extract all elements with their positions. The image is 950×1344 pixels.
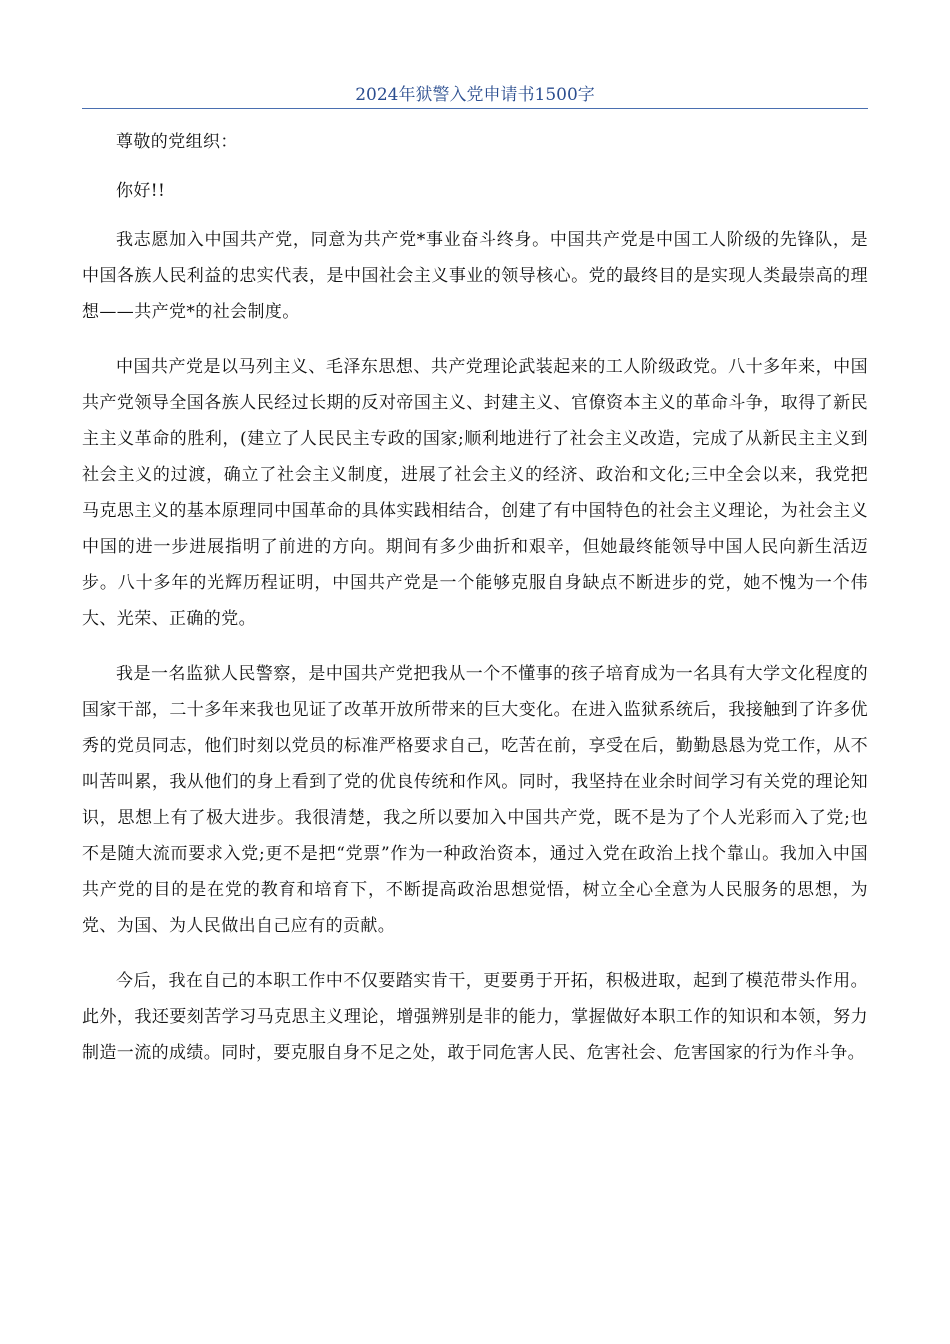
document-body [82, 124, 868, 1090]
paragraph-3: 我是一名监狱人民警察，是中国共产党把我从一个不懂事的孩子培育成为一名具有大学文化程度的国家干部，二十多年来我也见证了改革开放所带来的巨大变化。在进入监狱系统后，我接触到了许多优秀的党员同志，他们时刻以党员的标准严格要求自己，吃苦在前，享受在后，勤勤恳恳为党工作，从不叫苦叫累，我从他们的身上看到了党的优良传统和作风。同时，我坚持在业余时间学习有关党的理论知识，思想上有了极大进步。我很清楚，我之所以要加入中国共产党，既不是为了个人光彩而入了党;也不是随大流而要求入党;更不是把“党票”作为一种政治资本，通过入党在政治上找个靠山。我加入中国共产党的目的是在党的教育和培育下，不断提高政治思想觉悟，树立全心全意为人民服务的思想，为党、为国、为人民做出自己应有的贡献。 [82, 664, 868, 936]
title-divider [82, 108, 868, 109]
paragraph-2: 中国共产党是以马列主义、毛泽东思想、共产党理论武装起来的工人阶级政党。八十多年来，中国共产党领导全国各族人民经过长期的反对帝国主义、封建主义、官僚资本主义的革命斗争，取得了新民主主义革命的胜利，(建立了人民民主专政的国家;顺利地进行了社会主义改造，完成了从新民主主义到社会主义的过渡，确立了社会主义制度，进展了社会主义的经济、政治和文化;三中全会以来，我党把马克思主义的基本原理同中国革命的具体实践相结合，创建了有中国特色的社会主义理论，为社会主义中国的进一步进展指明了前进的方向。期间有多少曲折和艰辛，但她最终能领导中国人民向新生活迈步。八十多年的光辉历程证明，中国共产党是一个能够克服自身缺点不断进步的党，她不愧为一个伟大、光荣、正确的党。 [82, 357, 868, 629]
greeting: 你好!! [116, 181, 166, 201]
paragraph-4: 今后，我在自己的本职工作中不仅要踏实肯干，更要勇于开拓，积极进取，起到了模范带头作用。此外，我还要刻苦学习马克思主义理论，增强辨别是非的能力，掌握做好本职工作的知识和本领，努力制造一流的成绩。同时，要克服自身不足之处，敢于同危害人民、危害社会、危害国家的行为作斗争。 [82, 971, 868, 1063]
document-title: 2024年狱警入党申请书1500字 [355, 85, 595, 105]
salutation: 尊敬的党组织： [116, 132, 238, 152]
paragraph-1: 我志愿加入中国共产党，同意为共产党*事业奋斗终身。中国共产党是中国工人阶级的先锋队，是中国各族人民利益的忠实代表，是中国社会主义事业的领导核心。党的最终目的是实现人类最崇高的理想——共产党*的社会制度。 [82, 230, 868, 322]
